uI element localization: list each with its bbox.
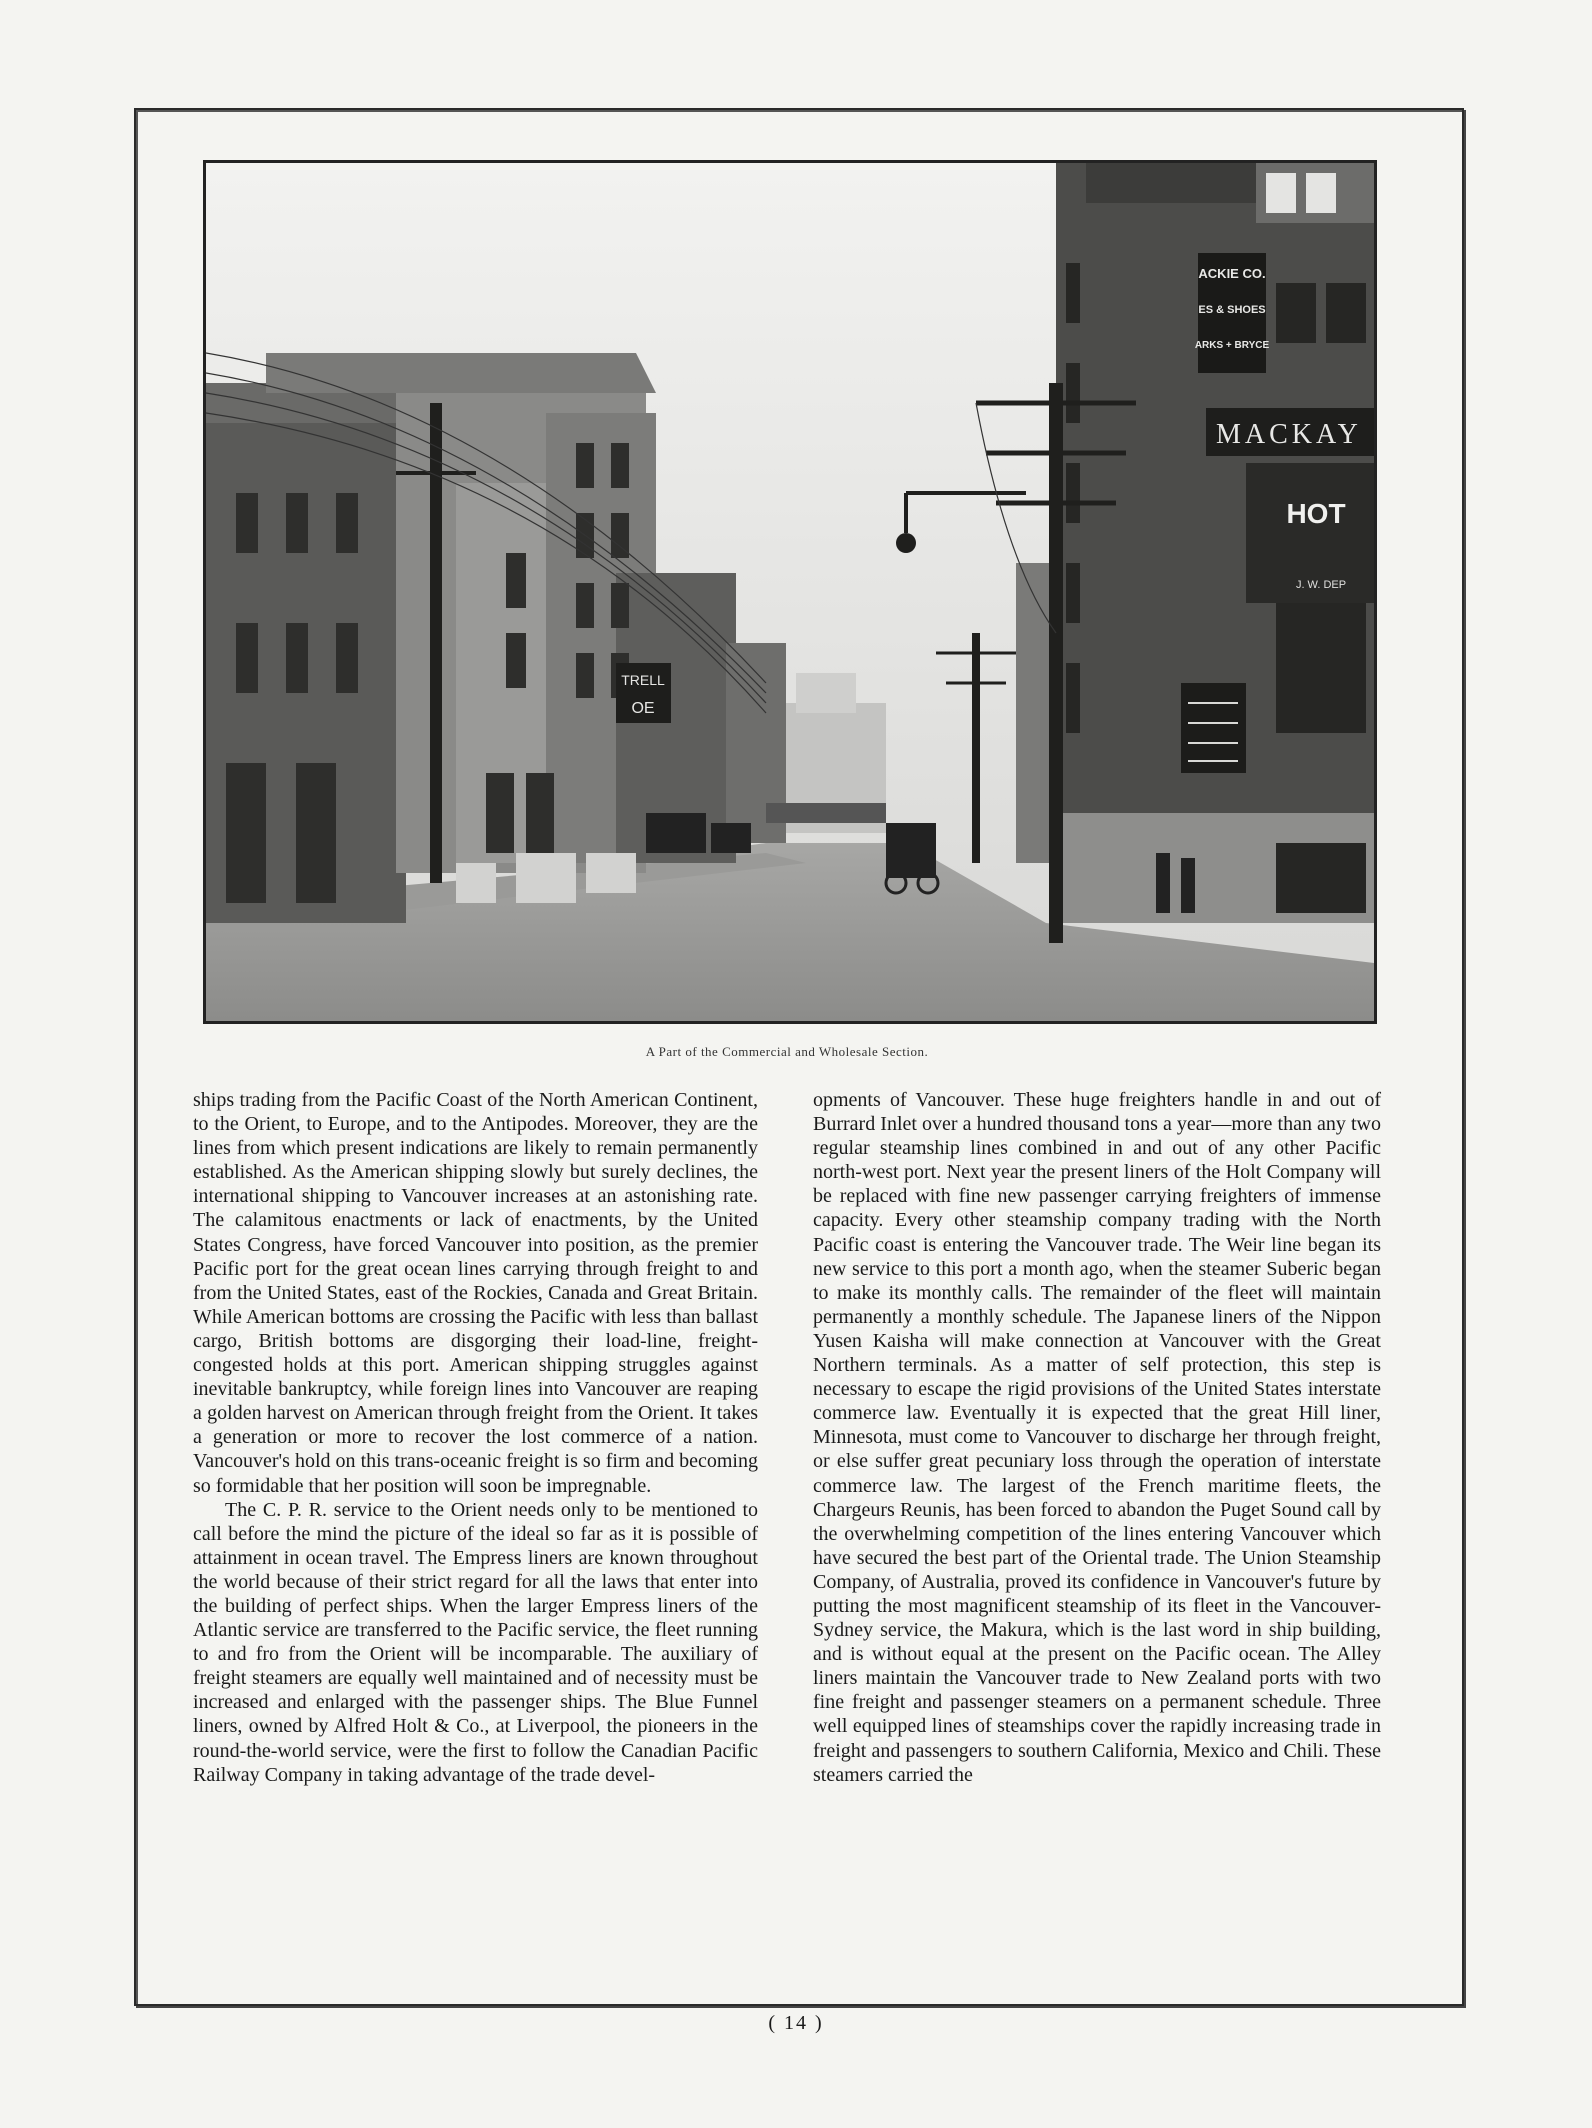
sign-mackie: ACKIE CO. (1198, 266, 1266, 281)
sign-shoes: ES & SHOES (1198, 304, 1266, 316)
sign-oe: OE (631, 700, 655, 717)
text-column-right (813, 1088, 1381, 1787)
sign-hotel-sub: J. W. DEP (1295, 579, 1347, 591)
paragraph: opments of Vancouver. These huge freighters handle in and out of Burrard Inlet over a hundred thousand tons a year—more than any two regular steamship lines combined in and out of any other Pacific north-west port. Next year the present liners of the Holt Company will be replaced with fine new passenger carrying freighters of immense capacity. Every other steamship company trading with the North Pacific coast is entering the Vancouver trade. The Weir line began its new service to this port a month ago, when the steamer Suberic began to make its monthly calls. The remainder of the fleet will maintain permanently a monthly schedule. The Japanese liners of the Nippon Yusen Kaisha will make connection at Vancouver with the Great Northern terminals. As a matter of self protection, this step is necessary to escape the rigid provisions of the United States interstate commerce law. Eventually it is expected that the great Hill liner, Minnesota, must come to Vancouver to discharge her through freight, or else suffer great pecuniary loss through the operation of interstate commerce law. The largest of the French maritime fleets, the Chargeurs Reunis, has been forced to abandon the Puget Sound call by the overwhelming competition of the lines entering Vancouver which have secured the best part of the Oriental trade. The Union Steamship Company, of Australia, proved its confidence in Vancouver's future by putting the most magnificent steamship of its fleet in the Vancouver-Sydney service, the Makura, which is the last word in ship building, and is without equal at the present on the Pacific ocean. The Alley liners maintain the Vancouver trade to New Zealand ports with two fine freight and passenger steamers on a permanent schedule. Three well equipped lines of steamships cover the rapidly increasing trade in freight and passengers to southern California, Mexico and Chili. These steamers carried the (813, 1089, 1381, 1786)
page-number: ( 14 ) (768, 2012, 824, 2034)
sign-mackay: MACKAY (1216, 419, 1362, 450)
photo-caption: A Part of the Commercial and Wholesale Section. (645, 1044, 929, 1059)
text-column-left (193, 1088, 758, 1787)
street-scene-illustration (206, 163, 1374, 1021)
paragraph: ships trading from the Pacific Coast of the North American Continent, to the Orient, to Europe, and to the Antipodes. Moreover, they are the lines from which present indications are likely to remain permanently established. As the American shipping slowly but surely declines, the international shipping to Vancouver increases at an astonishing rate. The calamitous enactments or lack of enactments, by the United States Congress, have forced Vancouver into position, as the premier Pacific port for the great ocean lines carrying through freight to and from the United States, east of the Rockies, Canada and Great Britain. While American bottoms are crossing the Pacific with less than ballast cargo, British bottoms are disgorging their load-line, freight-congested holds at this port. American shipping struggles against inevitable bankruptcy, while foreign lines into Vancouver are reaping a golden harvest on American through freight from the Orient. It takes a generation or more to recover the lost commerce of a nation. Vancouver's hold on this trans-oceanic freight is so firm and becoming so formidable that her position will soon be impregnable. (193, 1089, 758, 1497)
sign-bryce: ARKS + BRYCE (1194, 340, 1270, 351)
street-photograph (203, 160, 1377, 1024)
paragraph: The C. P. R. service to the Orient needs only to be mentioned to call before the mind the picture of the ideal so far as it is possible of attainment in ocean travel. The Empress liners are known throughout the world because of their strict regard for all the laws that enter into the building of perfect ships. When the larger Empress liners of the Atlantic service are transferred to the Pacific service, the fleet running to and fro from the Orient will be incomparable. The auxiliary of freight steamers are equally well maintained and of necessity must be increased and enlarged with the passenger ships. The Blue Funnel liners, owned by Alfred Holt & Co., at Liverpool, the pioneers in the round-the-world service, were the first to follow the Canadian Pacific Railway Company in taking advantage of the trade devel- (193, 1498, 758, 1786)
sign-trell: TRELL (621, 672, 665, 688)
sign-hotel: HOT (1286, 498, 1346, 529)
